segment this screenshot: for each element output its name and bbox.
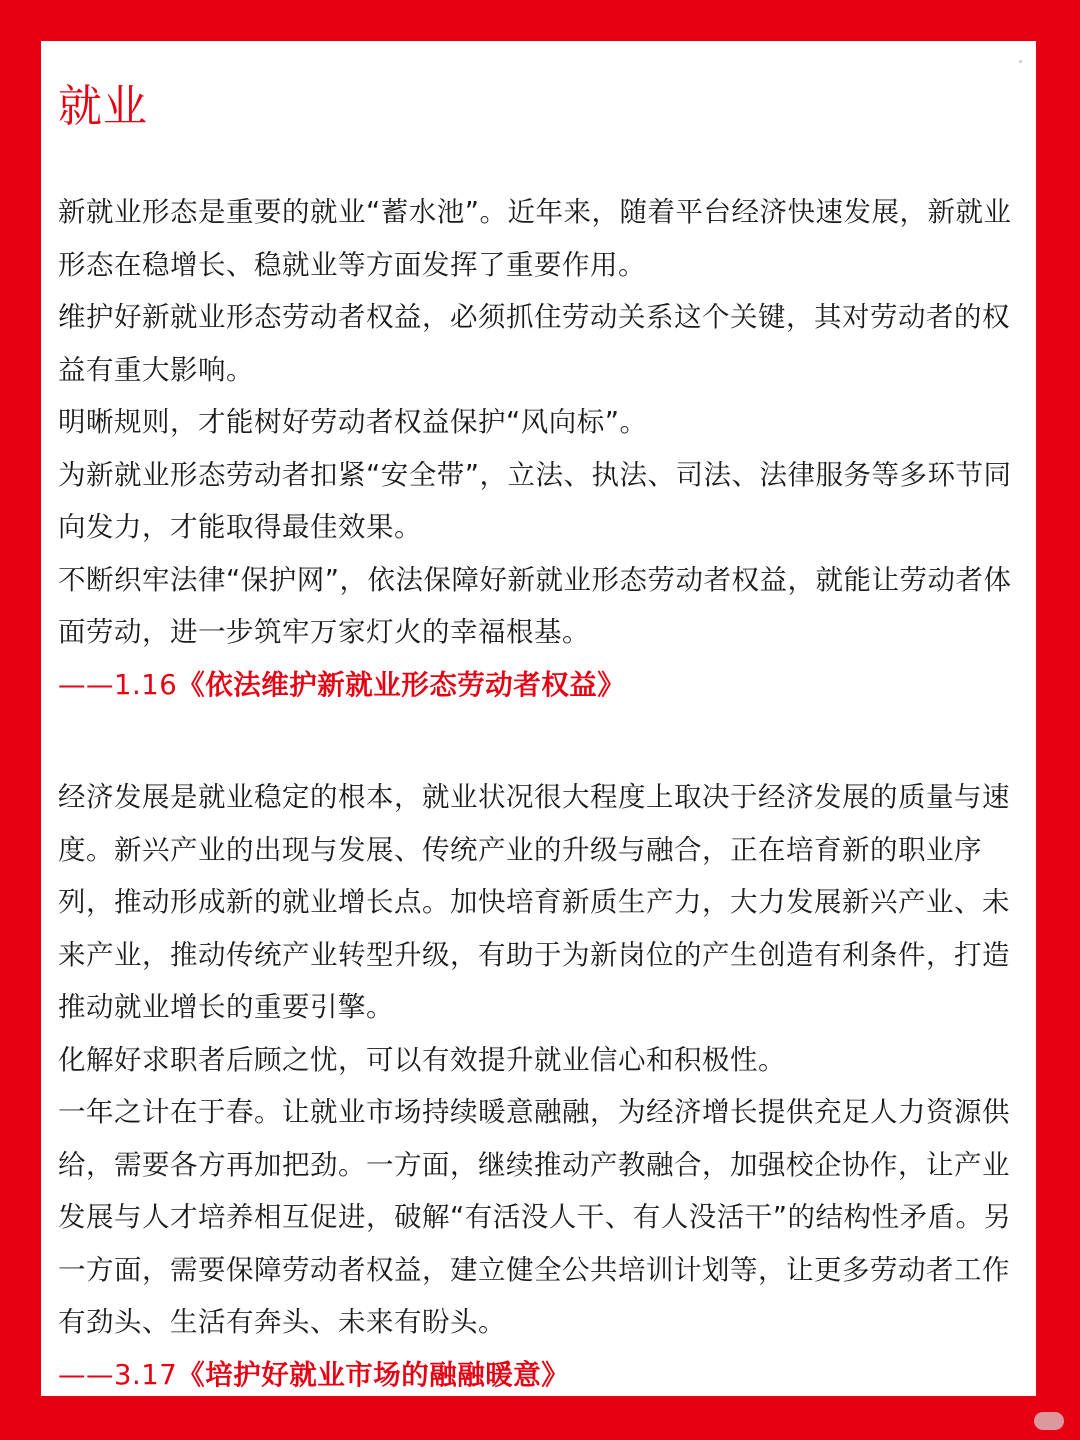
- page-title: 就业: [58, 81, 148, 132]
- section-employment-market: [58, 771, 1023, 1401]
- watermark-badge: [1034, 1412, 1064, 1430]
- source-citation: [58, 659, 1023, 712]
- paragraph: 一年之计在于春。让就业市场持续暖意融融，为经济增长提供充足人力资源供给，需要各方再加把劲。一方面，继续推动产教融合，加强校企协作，让产业发展与人才培养相互促进，破解“有活没人干、有人没活干”的结构性矛盾。另一方面，需要保障劳动者权益，建立健全公共培训计划等，让更多劳动者工作有劲头、生活有奔头、未来有盼头。: [58, 1096, 1012, 1338]
- paragraph: 维护好新就业形态劳动者权益，必须抓住劳动关系这个关键，其对劳动者的权益有重大影响。: [58, 301, 1010, 386]
- corner-dot: [1019, 60, 1022, 63]
- source-title: 《培护好就业市场的融融暖意》: [177, 1358, 570, 1391]
- paragraph: 新就业形态是重要的就业“蓄水池”。近年来，随着平台经济快速发展，新就业形态在稳增长、稳就业等方面发挥了重要作用。: [58, 196, 1012, 281]
- paragraph: 化解好求职者后顾之忧，可以有效提升就业信心和积极性。: [58, 1043, 786, 1076]
- paragraph: 经济发展是就业稳定的根本，就业状况很大程度上取决于经济发展的质量与速度。新兴产业的出现与发展、传统产业的升级与融合，正在培育新的职业序列，推动形成新的就业增长点。加快培育新质生产力，大力发展新兴产业、未来产业，推动传统产业转型升级，有助于为新岗位的产生创造有利条件，打造推动就业增长的重要引擎。: [58, 781, 1010, 1023]
- section-new-employment-forms: [58, 186, 1023, 711]
- source-title: 《依法维护新就业形态劳动者权益》: [177, 668, 626, 701]
- paragraph: 明晰规则，才能树好劳动者权益保护“风向标”。: [58, 406, 648, 438]
- article-card: [41, 41, 1036, 1396]
- paragraph: 为新就业形态劳动者扣紧“安全带”，立法、执法、司法、法律服务等多环节同向发力，才能取得最佳效果。: [58, 458, 1012, 543]
- source-citation: [58, 1349, 1023, 1402]
- paragraph: 不断织牢法律“保护网”，依法保障好新就业形态劳动者权益，就能让劳动者体面劳动，进一步筑牢万家灯火的幸福根基。: [58, 563, 1012, 648]
- source-date: ——3.17: [58, 1358, 178, 1391]
- source-date: ——1.16: [58, 668, 178, 701]
